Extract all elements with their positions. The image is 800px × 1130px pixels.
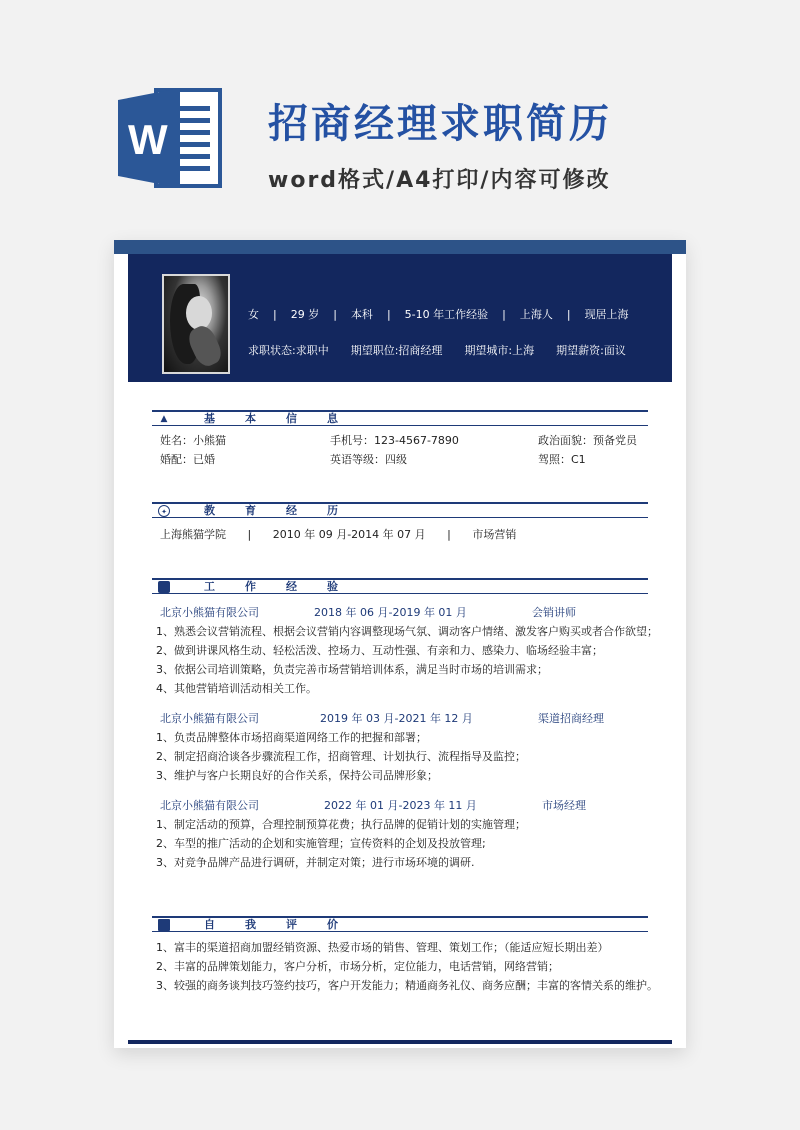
job-duty: 1、负责品牌整体市场招商渠道网络工作的把握和部署； <box>156 731 427 744</box>
education-section <box>152 502 648 544</box>
job-duty: 2、车型的推广活动的企划和实施管理；宣传资料的企划及投放管理; <box>156 837 486 850</box>
work-experience: 5-10 年工作经验 <box>404 308 489 321</box>
job-period: 2019 年 03 月-2021 年 12 月 <box>320 712 473 725</box>
job-duty: 3、依据公司培训策略，负责完善市场营销培训体系，满足当时市场的培训需求； <box>156 663 548 676</box>
section-title: 教育经历 <box>204 504 368 517</box>
basic-info-section <box>152 410 648 476</box>
banner-title: 招商经理求职简历 <box>268 101 612 147</box>
job-entry <box>152 708 648 785</box>
school: 上海熊猫学院 <box>160 528 226 541</box>
word-document-icon <box>118 82 226 194</box>
origin: 上海人 <box>519 308 553 321</box>
section-header <box>152 410 648 426</box>
expected-city: 期望城市:上海 <box>464 344 535 357</box>
section-header <box>152 916 648 932</box>
job-duty: 2、制定招商洽谈各步骤流程工作，招商管理、计划执行、流程指导及监控； <box>156 750 526 763</box>
header-summary-row: 女 | 29 岁 | 本科 | 5-10 年工作经验 | 上海人 | 现居上海 <box>248 307 629 321</box>
phone-field: 手机号：123-4567-7890 <box>330 434 459 447</box>
section-title: 自我评价 <box>204 918 368 931</box>
expected-position: 期望职位:招商经理 <box>350 344 443 357</box>
job-company: 北京小熊猫有限公司 <box>160 606 259 619</box>
english-field: 英语等级：四级 <box>330 453 407 466</box>
job-duty: 3、对竞争品牌产品进行调研，并制定对策；进行市场环境的调研. <box>156 856 475 869</box>
education-row: 上海熊猫学院 | 2010 年 09 月-2014 年 07 月 | 市场营销 <box>160 528 517 541</box>
work-section <box>152 578 658 872</box>
job-duty: 4、其他营销培训活动相关工作。 <box>156 682 317 695</box>
job-role: 会销讲师 <box>532 606 576 619</box>
self-evaluation-item: 1、富丰的渠道招商加盟经销资源、热爱市场的销售、管理、策划工作；（能适应短长期出差） <box>156 941 609 954</box>
job-role: 渠道招商经理 <box>538 712 604 725</box>
self-evaluation-item: 3、较强的商务谈判技巧签约技巧，客户开发能力；精通商务礼仪、商务应酬；丰富的客情关系的维护。 <box>156 979 658 992</box>
job-entry <box>152 602 658 698</box>
name-field: 姓名：小熊猫 <box>160 434 226 447</box>
job-duty: 1、熟悉会议营销流程、根据会议营销内容调整现场气氛、调动客户情绪、激发客户购买或者合作欲望； <box>156 625 658 638</box>
job-company: 北京小熊猫有限公司 <box>160 799 259 812</box>
section-header <box>152 502 648 518</box>
svg-text:W: W <box>128 116 168 163</box>
banner-subtitle: word格式/A4打印/内容可修改 <box>268 168 611 193</box>
header-intent-row <box>248 342 648 358</box>
job-role: 市场经理 <box>542 799 586 812</box>
user-icon <box>158 413 170 425</box>
gender: 女 <box>248 308 259 321</box>
briefcase-icon <box>158 581 170 593</box>
job-company: 北京小熊猫有限公司 <box>160 712 259 725</box>
marital-field: 婚配：已婚 <box>160 453 215 466</box>
residence: 现居上海 <box>584 308 629 321</box>
section-title: 工作经验 <box>204 580 368 593</box>
graduation-icon: ✦ <box>158 505 170 517</box>
self-evaluation-section <box>152 916 658 995</box>
license-field: 驾照：C1 <box>538 453 586 466</box>
self-evaluation-item: 2、丰富的品牌策划能力，客户分析，市场分析，定位能力，电话营销，网络营销； <box>156 960 559 973</box>
job-duty: 1、制定活动的预算，合理控制预算花费；执行品牌的促销计划的实施管理； <box>156 818 526 831</box>
comment-icon <box>158 919 170 931</box>
page-top-bar <box>114 240 686 254</box>
profile-photo <box>162 274 230 374</box>
job-duty: 3、维护与客户长期良好的合作关系，保持公司品牌形象； <box>156 769 438 782</box>
section-header <box>152 578 648 594</box>
job-period: 2022 年 01 月-2023 年 11 月 <box>324 799 477 812</box>
job-period: 2018 年 06 月-2019 年 01 月 <box>314 606 467 619</box>
expected-salary: 期望薪资:面议 <box>556 344 626 357</box>
job-duty: 2、做到讲课风格生动、轻松活泼、控场力、互动性强、有亲和力、感染力、临场经验丰富； <box>156 644 603 657</box>
education-level: 本科 <box>350 308 373 321</box>
education-period: 2010 年 09 月-2014 年 07 月 <box>272 528 426 541</box>
age: 29 岁 <box>290 308 320 321</box>
job-status: 求职状态:求职中 <box>248 344 329 357</box>
section-title: 基本信息 <box>204 412 368 425</box>
political-field: 政治面貌：预备党员 <box>538 434 637 447</box>
job-entry <box>152 795 648 872</box>
resume-header <box>128 254 672 382</box>
major: 市场营销 <box>472 528 517 541</box>
resume-page <box>114 240 686 1048</box>
page-bottom-bar <box>128 1040 672 1044</box>
